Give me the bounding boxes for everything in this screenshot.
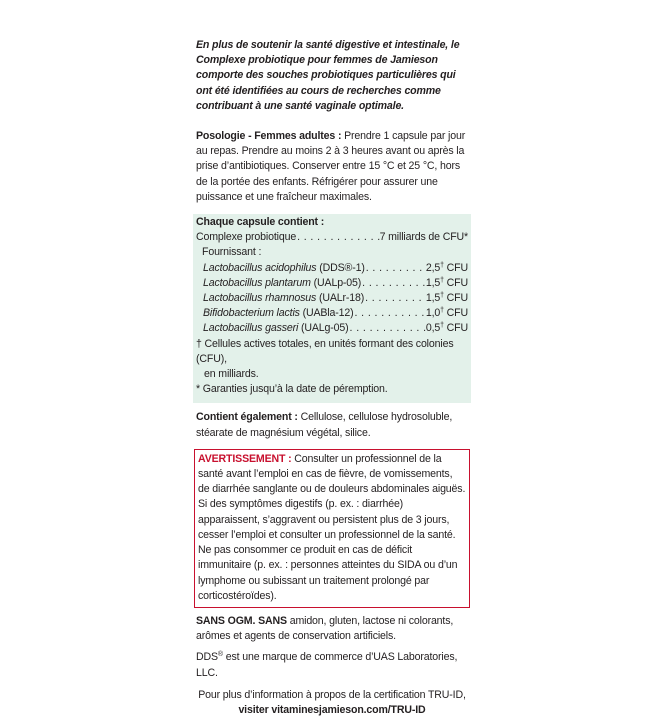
warning-text: Consulter un professionnel de la santé avant l’emploi en cas de fièvre, de vomissements, de diarrhée sanglante ou de douleurs abdominales aiguës. Si des symptômes digestifs (p. ex. : diarrhée) apparaissent, s’aggravent ou persistent plus de 3 jours, cesser l’emploi et consulter un professionnel de la santé. Ne pas consommer ce produit en cas de déficit immunitaire (p. ex. : personnes atteintes du SIDA ou d’un lymphome ou subissant un traitement prolongé par corticostéroïdes).	[198, 452, 466, 602]
cfu-footnote-continued: en milliards.	[204, 368, 259, 381]
strain-value: 2,5	[425, 261, 441, 274]
strain-row	[196, 276, 468, 291]
product-label-text	[196, 38, 468, 718]
strain-unit: CFU	[443, 307, 468, 320]
capsule-contents-box	[193, 214, 471, 403]
warning-title: AVERTISSEMENT :	[198, 452, 292, 465]
complex-row	[196, 230, 468, 245]
cfu-footnote: † Cellules actives totales, en unités formant des colonies (CFU),	[196, 337, 454, 365]
gmo-free-text: amidon, gluten, lactose ni colorants, arômes et agents de conservation artificiels.	[196, 614, 454, 643]
strain-row	[196, 306, 468, 321]
dagger-mark: †	[440, 307, 444, 315]
certification-footer	[196, 688, 468, 718]
strain-value: 1,0	[425, 307, 441, 320]
registered-mark: ®	[217, 651, 223, 659]
certification-text: Pour plus d’information à propos de la certification TRU-ID,	[198, 688, 466, 701]
leader-dots	[296, 230, 380, 245]
strain-unit: CFU	[443, 261, 468, 274]
strain-code: (DDS®-1)	[316, 261, 365, 274]
strain-unit: CFU	[443, 276, 468, 289]
other-ingredients-title: Contient également :	[196, 411, 298, 424]
warning-box	[194, 449, 470, 608]
trademark-name: DDS	[196, 651, 218, 664]
strain-row	[196, 261, 468, 276]
strain-name: Bifidobacterium lactis	[203, 307, 300, 320]
strain-value: 1,5	[425, 276, 441, 289]
capsule-title: Chaque capsule contient :	[196, 216, 325, 229]
dagger-mark: †	[440, 322, 444, 330]
trademark-statement	[196, 650, 468, 680]
strain-name: Lactobacillus rhamnosus	[203, 292, 317, 305]
strain-value: 1,5	[425, 292, 441, 305]
dosage-section	[196, 129, 468, 205]
leader-dots	[365, 261, 426, 276]
certification-url: visiter vitaminesjamieson.com/TRU-ID	[238, 703, 426, 716]
dagger-mark: †	[440, 261, 444, 269]
complex-name: Complexe probiotique	[196, 231, 297, 244]
leader-dots	[361, 276, 426, 291]
strain-row	[196, 321, 468, 336]
dagger-mark: †	[440, 276, 444, 284]
guarantee-footnote: * Garanties jusqu’à la date de péremption.	[196, 383, 388, 396]
strain-code: (UALr-18)	[316, 292, 365, 305]
strain-code: (UALp-05)	[310, 276, 362, 289]
leader-dots	[364, 291, 426, 306]
strain-unit: CFU	[443, 292, 468, 305]
other-ingredients	[196, 410, 468, 440]
dosage-title: Posologie - Femmes adultes :	[196, 130, 342, 143]
other-ingredients-text: Cellulose, cellulose hydrosoluble, stéarate de magnésium végétal, silice.	[196, 411, 453, 439]
strain-name: Lactobacillus gasseri	[203, 322, 299, 335]
strain-code: (UABla-12)	[299, 307, 354, 320]
strain-name: Lactobacillus plantarum	[203, 276, 311, 289]
trademark-text: est une marque de commerce d’UAS Laboratories, LLC.	[196, 651, 458, 679]
gmo-free-bold: SANS OGM. SANS	[196, 614, 287, 627]
strain-row	[196, 291, 468, 306]
dagger-mark: †	[440, 292, 444, 300]
strain-code: (UALg-05)	[298, 322, 349, 335]
complex-value: 7 milliards de CFU*	[379, 231, 468, 244]
strain-unit: CFU	[443, 322, 468, 335]
strain-name: Lactobacillus acidophilus	[203, 261, 317, 274]
dosage-text: Prendre 1 capsule par jour au repas. Prendre au moins 2 à 3 heures avant ou après la prise d’antibiotiques. Conserver entre 15 °C et 25 °C, hors de la portée des enfants. Réfrigérer pour assurer une puissance et une fraîcheur maximales.	[196, 130, 466, 203]
providing-label: Fournissant :	[202, 246, 262, 259]
gmo-free-statement	[196, 614, 468, 644]
strain-value: 0,5	[425, 322, 441, 335]
leader-dots	[354, 306, 426, 321]
intro-paragraph: En plus de soutenir la santé digestive et intestinale, le Complexe probiotique pour femmes de Jamieson comporte des souches probiotiques particulières qui ont été identifiées au cours de recherches comme contribuant à une santé vaginale optimale.	[196, 39, 460, 112]
leader-dots	[349, 321, 426, 336]
